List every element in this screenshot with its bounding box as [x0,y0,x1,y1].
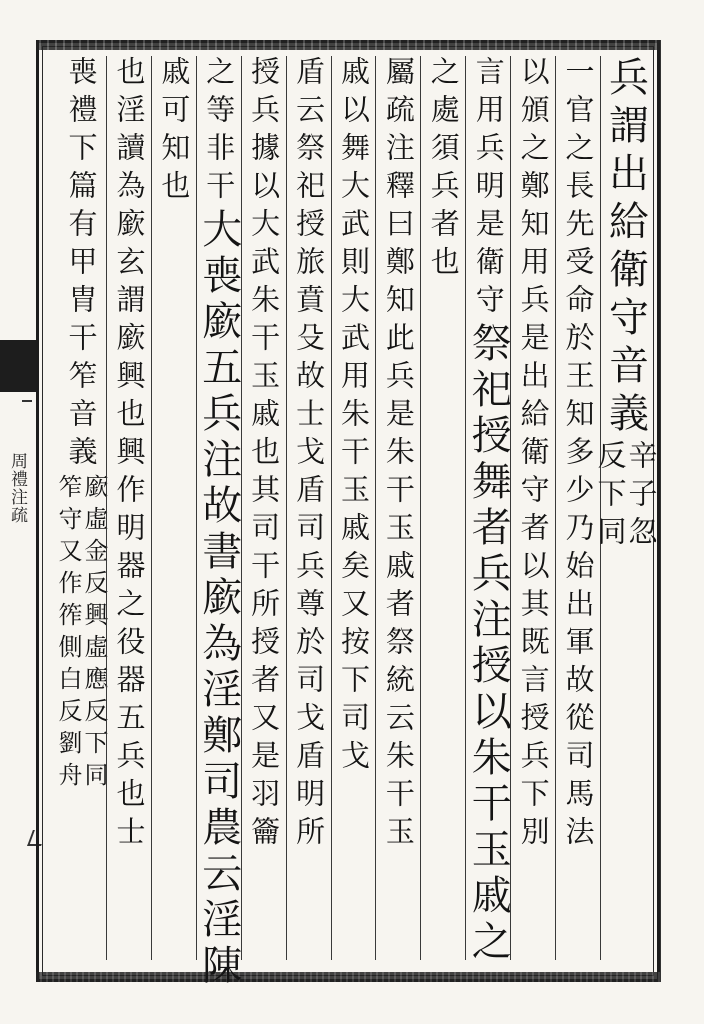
commentary-text: 盾云祭祀授旅賁殳故士戈盾司兵尊於司戈盾明所 [292,56,327,854]
note-line-left: 笮守又作筰側白反劉舟 [54,474,82,794]
text-column-13 [106,56,151,960]
note-line-left: 反下同 [593,440,628,554]
column-4-content [465,56,512,966]
note-line-right: 辛子忽 [624,440,659,554]
commentary-text: 也淫讀為廞玄謂廞興也興作明器之役器五兵也士 [112,56,147,854]
commentary-text: 授兵據以大武朱干玉戚也其司干所授者又是羽籥 [247,56,282,854]
column-1-content [593,56,659,960]
commentary-text: 戚可知也 [157,56,192,208]
commentary-text: 以頒之鄭知用兵是出給衛守者以其既言授兵下別 [516,56,551,854]
column-10-content [195,56,242,990]
text-column-6 [375,56,420,960]
text-column-4 [465,56,512,966]
frame-top-band [36,40,660,50]
main-text-run: 祭祀授舞者兵注授以朱干玉戚之 [465,322,512,966]
text-column-14 [56,56,106,960]
gutter-rule [22,400,32,402]
text-column-7 [331,56,376,960]
commentary-text: 之處須兵者也 [426,56,461,284]
text-column-5 [420,56,465,960]
text-columns [54,56,659,990]
column-14-content [56,56,106,960]
double-line-note [593,440,659,554]
main-text-run: 大喪廞五兵注故書廞為淫鄭司農云淫陳 [195,208,242,990]
double-line-note [56,474,106,794]
commentary-text: 之等非干 [202,56,237,208]
commentary-text: 言用兵明是衛守 [471,56,506,322]
text-column-1 [593,56,659,960]
commentary-text: 喪禮下篇有甲胄干笮音義 [64,56,99,474]
page-gutter [0,40,38,982]
fish-tail-mark [0,340,38,392]
commentary-text: 一官之長先受命於王知多少乃始出軍故從司馬法 [561,56,596,854]
commentary-text: 戚以舞大武則大武用朱干玉戚矣又按下司戈 [336,56,371,778]
main-text-run: 兵謂出給衛守音義 [602,56,649,440]
text-column-8 [286,56,331,960]
gutter-book-title: 周禮注疏 [7,452,27,524]
page-right-edge [660,40,669,982]
note-line-right: 廞虛金反興虛應反下同 [80,474,108,794]
text-column-3 [510,56,555,960]
commentary-text: 屬疏注釋曰鄭知此兵是朱干玉戚者祭統云朱干玉 [381,56,416,854]
frame-bottom-band [36,972,660,982]
text-column-9 [241,56,286,960]
text-column-10 [195,56,242,990]
text-column-11 [151,56,196,960]
